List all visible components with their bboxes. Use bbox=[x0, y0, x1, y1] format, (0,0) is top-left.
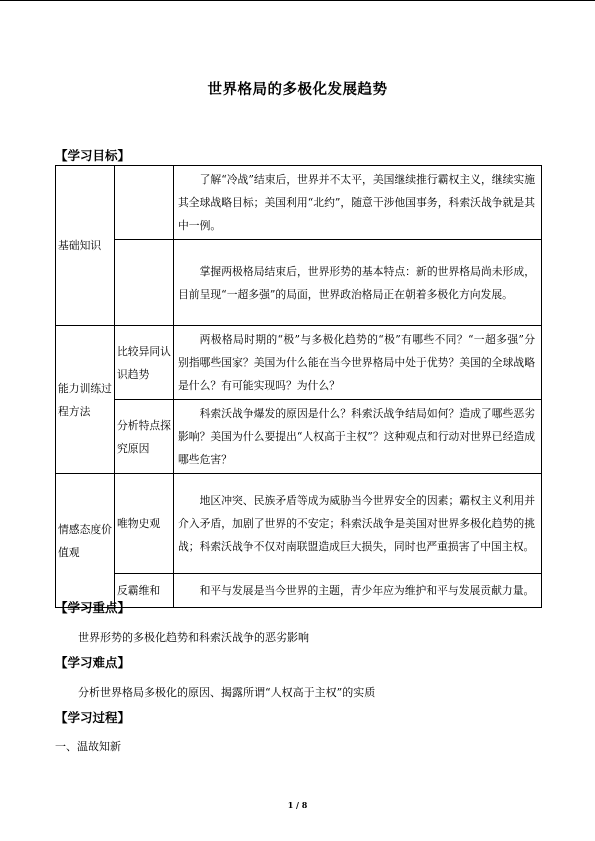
table-cell bbox=[174, 166, 542, 240]
table-row bbox=[56, 326, 542, 400]
basic-row2-text: 掌握两极格局结束后，世界形势的基本特点：新的世界格局尚未形成，目前呈现“一超多强”的局面，世界政治格局正在朝着多极化方向发展。 bbox=[178, 264, 535, 301]
category-ability: 能力训练过程方法 bbox=[56, 326, 115, 474]
objectives-table bbox=[55, 165, 542, 608]
ability-row2-text: 科索沃战争爆发的原因是什么？科索沃战争结局如何？造成了哪些恶劣影响？美国为什么要提出“人权高于主权”？这种观点和行动对世界已经造成哪些危害？ bbox=[178, 407, 535, 466]
table-row bbox=[56, 166, 542, 240]
table-row bbox=[56, 474, 542, 574]
section-key-points-heading: 【学习重点】 bbox=[55, 600, 131, 615]
category-emotion: 情感态度价值观 bbox=[56, 474, 115, 608]
category-basic: 基础知识 bbox=[56, 166, 115, 326]
section-process-heading: 【学习过程】 bbox=[55, 710, 131, 725]
page-number: 1 / 8 bbox=[287, 800, 308, 810]
table-row bbox=[56, 400, 542, 474]
table-row bbox=[56, 240, 542, 326]
table-cell bbox=[174, 240, 542, 326]
document-title: 世界格局的多极化发展趋势 bbox=[207, 82, 388, 98]
section-difficulties-heading: 【学习难点】 bbox=[55, 655, 131, 670]
table-cell bbox=[174, 574, 542, 608]
emotion-row1-text: 地区冲突、民族矛盾等成为威胁当今世界安全的因素；霸权主义利用并介入矛盾，加剧了世界的不安定；科索沃战争是美国对世界多极化趋势的挑战；科索沃战争不仅对南联盟造成巨大损失，同时也严重损害了中国主权。 bbox=[178, 494, 535, 553]
ability-row1-text: 两极格局时期的“极”与多极化趋势的“极”有哪些不同？“一超多强”分别指哪些国家？美国为什么能在当今世界格局中处于优势？美国的全球战略是什么？有可能实现吗？为什么？ bbox=[178, 333, 535, 392]
subcategory-empty bbox=[115, 166, 174, 240]
emotion-row2-text: 和平与发展是当今世界的主题，青少年应为维护和平与发展贡献力量。 bbox=[199, 584, 535, 597]
subcategory-anti-hegemony: 反霸维和 bbox=[115, 574, 174, 608]
subcategory-materialism: 唯物史观 bbox=[115, 474, 174, 574]
difficulties-text: 分析世界格局多极化的原因、揭露所谓“人权高于主权”的实质 bbox=[78, 686, 376, 699]
header-rule bbox=[0, 0, 595, 1]
basic-row1-text: 了解“冷战”结束后，世界并不太平，美国继续推行霸权主义，继续实施其全球战略目标；美国利用“北约”，随意干涉他国事务，科索沃战争就是其中一例。 bbox=[178, 173, 535, 232]
subcategory-empty bbox=[115, 240, 174, 326]
table-cell bbox=[174, 326, 542, 400]
subcategory-compare: 比较异同认识趋势 bbox=[115, 326, 174, 400]
key-points-text: 世界形势的多极化趋势和科索沃战争的恶劣影响 bbox=[78, 631, 309, 644]
table-cell bbox=[174, 474, 542, 574]
section-objectives-heading: 【学习目标】 bbox=[55, 148, 131, 163]
table-cell bbox=[174, 400, 542, 474]
process-item-review: 一、温故知新 bbox=[55, 740, 121, 753]
subcategory-analyze: 分析特点探究原因 bbox=[115, 400, 174, 474]
